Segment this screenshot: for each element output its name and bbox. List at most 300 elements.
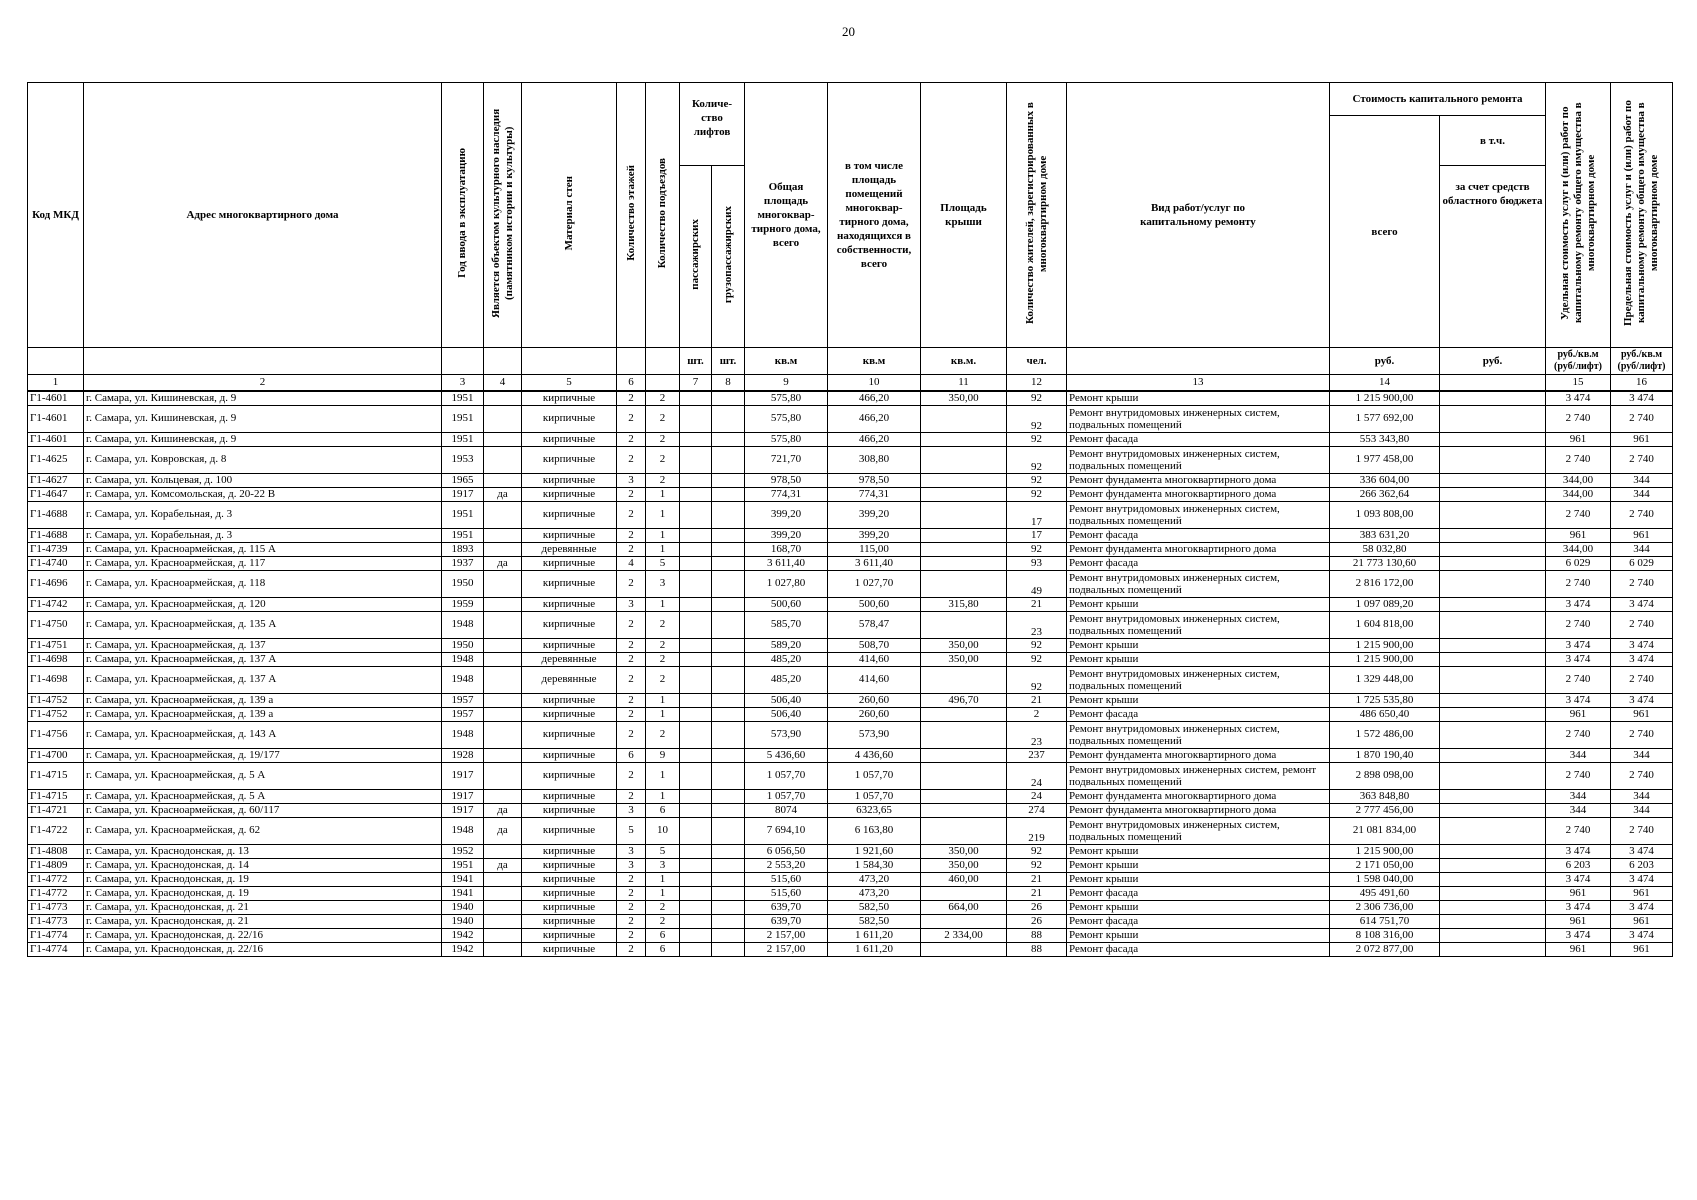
cell-owned-area: 308,80	[828, 446, 921, 473]
cell-roof-area: 350,00	[921, 638, 1007, 652]
cell-wall-material: кирпичные	[522, 803, 617, 817]
cell-regional-budget	[1440, 391, 1546, 405]
cell-wall-material: кирпичные	[522, 748, 617, 762]
cell-cost-total: 363 848,80	[1330, 789, 1440, 803]
table-row	[28, 542, 1673, 556]
cell-lifts-cargo	[712, 391, 745, 405]
cell-entrances: 1	[646, 501, 680, 528]
cell-roof-area	[921, 748, 1007, 762]
cell-cost-total: 2 171 050,00	[1330, 858, 1440, 872]
cell-work-type: Ремонт внутридомовых инженерных систем, подвальных помещений	[1067, 721, 1330, 748]
column-number: 4	[484, 375, 522, 392]
cell-regional-budget	[1440, 748, 1546, 762]
cell-cost-total: 2 898 098,00	[1330, 762, 1440, 789]
cell-owned-area: 399,20	[828, 528, 921, 542]
cell-max-cost: 344	[1611, 803, 1673, 817]
cell-address: г. Самара, ул. Красноармейская, д. 137 А	[84, 666, 442, 693]
cell-floors: 2	[617, 542, 646, 556]
table-row	[28, 556, 1673, 570]
cell-lifts-passenger	[680, 707, 712, 721]
cell-total-area: 5 436,60	[745, 748, 828, 762]
cell-heritage	[484, 928, 522, 942]
cell-floors: 2	[617, 570, 646, 597]
cell-year: 1950	[442, 570, 484, 597]
column-number: 14	[1330, 375, 1440, 392]
cell-roof-area	[921, 432, 1007, 446]
cell-address: г. Самара, ул. Кишиневская, д. 9	[84, 405, 442, 432]
cell-work-type: Ремонт фасада	[1067, 556, 1330, 570]
cell-residents: 26	[1007, 914, 1067, 928]
column-number: 1	[28, 375, 84, 392]
cell-entrances: 5	[646, 844, 680, 858]
cell-regional-budget	[1440, 487, 1546, 501]
cell-heritage: да	[484, 817, 522, 844]
cell-lifts-passenger	[680, 542, 712, 556]
cell-code: Г1-4647	[28, 487, 84, 501]
cell-work-type: Ремонт фасада	[1067, 914, 1330, 928]
cell-roof-area: 315,80	[921, 597, 1007, 611]
cell-max-cost: 961	[1611, 528, 1673, 542]
cell-residents: 26	[1007, 900, 1067, 914]
cell-max-cost: 2 740	[1611, 611, 1673, 638]
table-row	[28, 900, 1673, 914]
cell-address: г. Самара, ул. Краснодонская, д. 22/16	[84, 928, 442, 942]
header-work-type: Вид работ/услуг по капитальному ремонту	[1067, 83, 1330, 348]
cell-lifts-cargo	[712, 721, 745, 748]
cell-roof-area	[921, 556, 1007, 570]
cell-address: г. Самара, ул. Кишиневская, д. 9	[84, 391, 442, 405]
cell-cost-total: 1 598 040,00	[1330, 872, 1440, 886]
cell-owned-area: 1 611,20	[828, 928, 921, 942]
cell-lifts-passenger	[680, 432, 712, 446]
cell-regional-budget	[1440, 570, 1546, 597]
table-row	[28, 432, 1673, 446]
cell-address: г. Самара, ул. Красноармейская, д. 5 А	[84, 789, 442, 803]
cell-year: 1917	[442, 487, 484, 501]
cell-code: Г1-4774	[28, 928, 84, 942]
cell-residents: 274	[1007, 803, 1067, 817]
cell-roof-area	[921, 501, 1007, 528]
cell-max-cost: 3 474	[1611, 928, 1673, 942]
cell-entrances: 3	[646, 858, 680, 872]
cell-year: 1951	[442, 528, 484, 542]
table-row	[28, 391, 1673, 405]
cell-year: 1917	[442, 803, 484, 817]
cell-lifts-passenger	[680, 528, 712, 542]
cell-heritage	[484, 666, 522, 693]
cell-wall-material: кирпичные	[522, 597, 617, 611]
cell-residents: 92	[1007, 432, 1067, 446]
cell-residents: 88	[1007, 942, 1067, 956]
cell-wall-material: кирпичные	[522, 556, 617, 570]
cell-floors: 5	[617, 817, 646, 844]
cell-unit-cost: 2 740	[1546, 405, 1611, 432]
column-number: 9	[745, 375, 828, 392]
cell-work-type: Ремонт крыши	[1067, 858, 1330, 872]
cell-heritage	[484, 432, 522, 446]
cell-wall-material: кирпичные	[522, 942, 617, 956]
unit-rub-sqm: руб./кв.м (руб/лифт)	[1546, 348, 1611, 375]
cell-entrances: 9	[646, 748, 680, 762]
cell-entrances: 2	[646, 914, 680, 928]
cell-lifts-passenger	[680, 391, 712, 405]
cell-residents: 92	[1007, 844, 1067, 858]
cell-owned-area: 978,50	[828, 473, 921, 487]
cell-code: Г1-4773	[28, 900, 84, 914]
cell-wall-material: деревянные	[522, 652, 617, 666]
cell-roof-area	[921, 707, 1007, 721]
page-number: 20	[842, 24, 855, 39]
cell-residents: 92	[1007, 391, 1067, 405]
cell-entrances: 2	[646, 432, 680, 446]
cell-unit-cost: 344	[1546, 803, 1611, 817]
cell-lifts-passenger	[680, 886, 712, 900]
cell-heritage	[484, 528, 522, 542]
cell-roof-area	[921, 914, 1007, 928]
cell-heritage	[484, 473, 522, 487]
cell-work-type: Ремонт крыши	[1067, 900, 1330, 914]
header-total-area: Общая площадь многоквар-тирного дома, всего	[745, 83, 828, 348]
cell-lifts-cargo	[712, 666, 745, 693]
cell-owned-area: 115,00	[828, 542, 921, 556]
cell-heritage	[484, 721, 522, 748]
cell-residents: 92	[1007, 487, 1067, 501]
cell-floors: 2	[617, 693, 646, 707]
cell-code: Г1-4601	[28, 405, 84, 432]
cell-cost-total: 336 604,00	[1330, 473, 1440, 487]
column-number: 6	[617, 375, 646, 392]
cell-year: 1948	[442, 721, 484, 748]
cell-entrances: 6	[646, 803, 680, 817]
cell-code: Г1-4751	[28, 638, 84, 652]
cell-cost-total: 1 725 535,80	[1330, 693, 1440, 707]
cell-unit-cost: 344,00	[1546, 473, 1611, 487]
cell-roof-area: 2 334,00	[921, 928, 1007, 942]
cell-code: Г1-4740	[28, 556, 84, 570]
cell-code: Г1-4721	[28, 803, 84, 817]
cell-code: Г1-4700	[28, 748, 84, 762]
cell-total-area: 399,20	[745, 528, 828, 542]
cell-total-area: 639,70	[745, 914, 828, 928]
header-incl: в т.ч.	[1440, 116, 1546, 166]
cell-cost-total: 2 306 736,00	[1330, 900, 1440, 914]
cell-work-type: Ремонт крыши	[1067, 597, 1330, 611]
cell-regional-budget	[1440, 432, 1546, 446]
cell-heritage	[484, 886, 522, 900]
cell-owned-area: 582,50	[828, 914, 921, 928]
cell-residents: 219	[1007, 817, 1067, 844]
cell-residents: 17	[1007, 528, 1067, 542]
cell-code: Г1-4715	[28, 789, 84, 803]
unit-sqm: кв.м.	[921, 348, 1007, 375]
cell-entrances: 10	[646, 817, 680, 844]
cell-regional-budget	[1440, 844, 1546, 858]
cell-code: Г1-4698	[28, 652, 84, 666]
cell-entrances: 5	[646, 556, 680, 570]
unit-persons: чел.	[1007, 348, 1067, 375]
cell-address: г. Самара, ул. Красноармейская, д. 137 А	[84, 652, 442, 666]
table-row	[28, 707, 1673, 721]
cell-address: г. Самара, ул. Красноармейская, д. 60/117	[84, 803, 442, 817]
table-row	[28, 528, 1673, 542]
cell-work-type: Ремонт внутридомовых инженерных систем, подвальных помещений	[1067, 817, 1330, 844]
cell-cost-total: 2 816 172,00	[1330, 570, 1440, 597]
cell-cost-total: 2 072 877,00	[1330, 942, 1440, 956]
cell-lifts-passenger	[680, 611, 712, 638]
cell-cost-total: 486 650,40	[1330, 707, 1440, 721]
cell-residents: 17	[1007, 501, 1067, 528]
cell-lifts-cargo	[712, 762, 745, 789]
cell-address: г. Самара, ул. Красноармейская, д. 137	[84, 638, 442, 652]
cell-work-type: Ремонт крыши	[1067, 652, 1330, 666]
cell-code: Г1-4696	[28, 570, 84, 597]
cell-roof-area	[921, 721, 1007, 748]
column-number	[646, 375, 680, 392]
cell-work-type: Ремонт фундамента многоквартирного дома	[1067, 789, 1330, 803]
cell-year: 1957	[442, 707, 484, 721]
cell-lifts-passenger	[680, 446, 712, 473]
unit-sqm: кв.м	[745, 348, 828, 375]
cell-owned-area: 1 921,60	[828, 844, 921, 858]
cell-year: 1941	[442, 872, 484, 886]
column-number: 12	[1007, 375, 1067, 392]
cell-wall-material: кирпичные	[522, 638, 617, 652]
cell-regional-budget	[1440, 886, 1546, 900]
cell-roof-area	[921, 528, 1007, 542]
cell-roof-area	[921, 886, 1007, 900]
cell-lifts-cargo	[712, 432, 745, 446]
cell-regional-budget	[1440, 597, 1546, 611]
cell-unit-cost: 2 740	[1546, 570, 1611, 597]
unit-rub-sqm: руб./кв.м (руб/лифт)	[1611, 348, 1673, 375]
cell-wall-material: кирпичные	[522, 446, 617, 473]
cell-total-area: 485,20	[745, 652, 828, 666]
table-row	[28, 817, 1673, 844]
cell-lifts-cargo	[712, 446, 745, 473]
cell-floors: 2	[617, 405, 646, 432]
cell-max-cost: 2 740	[1611, 446, 1673, 473]
cell-entrances: 1	[646, 762, 680, 789]
cell-residents: 237	[1007, 748, 1067, 762]
cell-total-area: 515,60	[745, 872, 828, 886]
cell-max-cost: 961	[1611, 914, 1673, 928]
cell-wall-material: кирпичные	[522, 707, 617, 721]
cell-cost-total: 1 577 692,00	[1330, 405, 1440, 432]
cell-wall-material: деревянные	[522, 542, 617, 556]
cell-floors: 2	[617, 487, 646, 501]
cell-total-area: 3 611,40	[745, 556, 828, 570]
column-number: 15	[1546, 375, 1611, 392]
cell-owned-area: 573,90	[828, 721, 921, 748]
cell-total-area: 8074	[745, 803, 828, 817]
cell-unit-cost: 961	[1546, 942, 1611, 956]
cell-entrances: 1	[646, 597, 680, 611]
cell-lifts-cargo	[712, 652, 745, 666]
cell-wall-material: кирпичные	[522, 872, 617, 886]
column-number: 2	[84, 375, 442, 392]
cell-total-area: 721,70	[745, 446, 828, 473]
cell-year: 1937	[442, 556, 484, 570]
cell-regional-budget	[1440, 666, 1546, 693]
cell-work-type: Ремонт крыши	[1067, 928, 1330, 942]
cell-entrances: 2	[646, 652, 680, 666]
unit-rub: руб.	[1330, 348, 1440, 375]
cell-lifts-cargo	[712, 900, 745, 914]
cell-address: г. Самара, ул. Красноармейская, д. 5 А	[84, 762, 442, 789]
cell-entrances: 6	[646, 942, 680, 956]
column-number	[1440, 375, 1546, 392]
cell-code: Г1-4739	[28, 542, 84, 556]
cell-heritage	[484, 844, 522, 858]
cell-address: г. Самара, ул. Краснодонская, д. 14	[84, 858, 442, 872]
cell-unit-cost: 2 740	[1546, 721, 1611, 748]
cell-lifts-passenger	[680, 872, 712, 886]
cell-unit-cost: 344,00	[1546, 487, 1611, 501]
table-row	[28, 942, 1673, 956]
cell-heritage	[484, 570, 522, 597]
header-lifts-cargo: грузопассажирских	[712, 166, 745, 348]
cell-lifts-passenger	[680, 570, 712, 597]
cell-code: Г1-4773	[28, 914, 84, 928]
cell-code: Г1-4722	[28, 817, 84, 844]
cell-entrances: 3	[646, 570, 680, 597]
cell-max-cost: 961	[1611, 886, 1673, 900]
cell-unit-cost: 3 474	[1546, 597, 1611, 611]
cell-total-area: 2 553,20	[745, 858, 828, 872]
cell-total-area: 774,31	[745, 487, 828, 501]
unit-sqm: кв.м	[828, 348, 921, 375]
cell-max-cost: 2 740	[1611, 570, 1673, 597]
cell-lifts-passenger	[680, 900, 712, 914]
cell-entrances: 2	[646, 473, 680, 487]
cell-max-cost: 2 740	[1611, 501, 1673, 528]
table-row	[28, 597, 1673, 611]
cell-total-area: 2 157,00	[745, 942, 828, 956]
cell-address: г. Самара, ул. Красноармейская, д. 19/177	[84, 748, 442, 762]
cell-max-cost: 961	[1611, 432, 1673, 446]
cell-code: Г1-4774	[28, 942, 84, 956]
cell-owned-area: 260,60	[828, 707, 921, 721]
cell-cost-total: 1 977 458,00	[1330, 446, 1440, 473]
cell-lifts-cargo	[712, 638, 745, 652]
table-row	[28, 748, 1673, 762]
header-year: Год ввода в эксплуатацию	[442, 83, 484, 348]
cell-regional-budget	[1440, 528, 1546, 542]
cell-total-area: 506,40	[745, 693, 828, 707]
cell-lifts-cargo	[712, 844, 745, 858]
header-cost: Стоимость капитального ремонта	[1330, 83, 1546, 116]
cell-roof-area	[921, 803, 1007, 817]
cell-lifts-cargo	[712, 872, 745, 886]
cell-work-type: Ремонт фундамента многоквартирного дома	[1067, 542, 1330, 556]
cell-address: г. Самара, ул. Красноармейская, д. 139 а	[84, 693, 442, 707]
cell-lifts-passenger	[680, 556, 712, 570]
cell-work-type: Ремонт внутридомовых инженерных систем, ремонт подвальных помещений	[1067, 762, 1330, 789]
cell-address: г. Самара, ул. Кишиневская, д. 9	[84, 432, 442, 446]
cell-floors: 2	[617, 900, 646, 914]
cell-lifts-cargo	[712, 597, 745, 611]
cell-residents: 92	[1007, 542, 1067, 556]
cell-floors: 3	[617, 803, 646, 817]
cell-address: г. Самара, ул. Корабельная, д. 3	[84, 528, 442, 542]
cell-unit-cost: 344,00	[1546, 542, 1611, 556]
cell-lifts-cargo	[712, 817, 745, 844]
cell-lifts-cargo	[712, 542, 745, 556]
cell-max-cost: 3 474	[1611, 693, 1673, 707]
cell-work-type: Ремонт внутридомовых инженерных систем, подвальных помещений	[1067, 666, 1330, 693]
cell-owned-area: 414,60	[828, 652, 921, 666]
cell-residents: 92	[1007, 858, 1067, 872]
cell-unit-cost: 3 474	[1546, 844, 1611, 858]
cell-roof-area	[921, 405, 1007, 432]
cell-heritage	[484, 542, 522, 556]
cell-total-area: 6 056,50	[745, 844, 828, 858]
cell-floors: 2	[617, 652, 646, 666]
cell-address: г. Самара, ул. Краснодонская, д. 21	[84, 914, 442, 928]
cell-total-area: 506,40	[745, 707, 828, 721]
cell-work-type: Ремонт внутридомовых инженерных систем, подвальных помещений	[1067, 501, 1330, 528]
cell-unit-cost: 2 740	[1546, 762, 1611, 789]
cell-residents: 24	[1007, 789, 1067, 803]
cell-total-area: 399,20	[745, 501, 828, 528]
cell-wall-material: кирпичные	[522, 405, 617, 432]
table-row	[28, 914, 1673, 928]
cell-roof-area	[921, 666, 1007, 693]
cell-owned-area: 1 057,70	[828, 762, 921, 789]
cell-lifts-passenger	[680, 652, 712, 666]
cell-unit-cost: 3 474	[1546, 928, 1611, 942]
cell-lifts-passenger	[680, 942, 712, 956]
cell-lifts-passenger	[680, 748, 712, 762]
cell-residents: 23	[1007, 611, 1067, 638]
cell-year: 1917	[442, 789, 484, 803]
cell-work-type: Ремонт крыши	[1067, 844, 1330, 858]
cell-code: Г1-4601	[28, 432, 84, 446]
cell-total-area: 575,80	[745, 391, 828, 405]
cell-code: Г1-4752	[28, 707, 84, 721]
cell-cost-total: 1 215 900,00	[1330, 652, 1440, 666]
column-number: 11	[921, 375, 1007, 392]
cell-code: Г1-4698	[28, 666, 84, 693]
cell-code: Г1-4808	[28, 844, 84, 858]
cell-max-cost: 2 740	[1611, 405, 1673, 432]
cell-unit-cost: 2 740	[1546, 611, 1611, 638]
cell-lifts-passenger	[680, 693, 712, 707]
cell-cost-total: 1 329 448,00	[1330, 666, 1440, 693]
cell-floors: 6	[617, 748, 646, 762]
table-row	[28, 844, 1673, 858]
cell-wall-material: кирпичные	[522, 721, 617, 748]
cell-roof-area: 664,00	[921, 900, 1007, 914]
cell-lifts-cargo	[712, 556, 745, 570]
cell-year: 1940	[442, 914, 484, 928]
cell-work-type: Ремонт крыши	[1067, 391, 1330, 405]
cell-address: г. Самара, ул. Красноармейская, д. 143 А	[84, 721, 442, 748]
cell-lifts-cargo	[712, 803, 745, 817]
cell-heritage	[484, 405, 522, 432]
cell-lifts-cargo	[712, 473, 745, 487]
header-code: Код МКД	[28, 83, 84, 348]
cell-code: Г1-4627	[28, 473, 84, 487]
cell-unit-cost: 3 474	[1546, 638, 1611, 652]
cell-owned-area: 1 611,20	[828, 942, 921, 956]
cell-total-area: 585,70	[745, 611, 828, 638]
cell-lifts-passenger	[680, 803, 712, 817]
cell-entrances: 2	[646, 611, 680, 638]
cell-floors: 3	[617, 597, 646, 611]
cell-floors: 2	[617, 638, 646, 652]
cell-max-cost: 3 474	[1611, 597, 1673, 611]
